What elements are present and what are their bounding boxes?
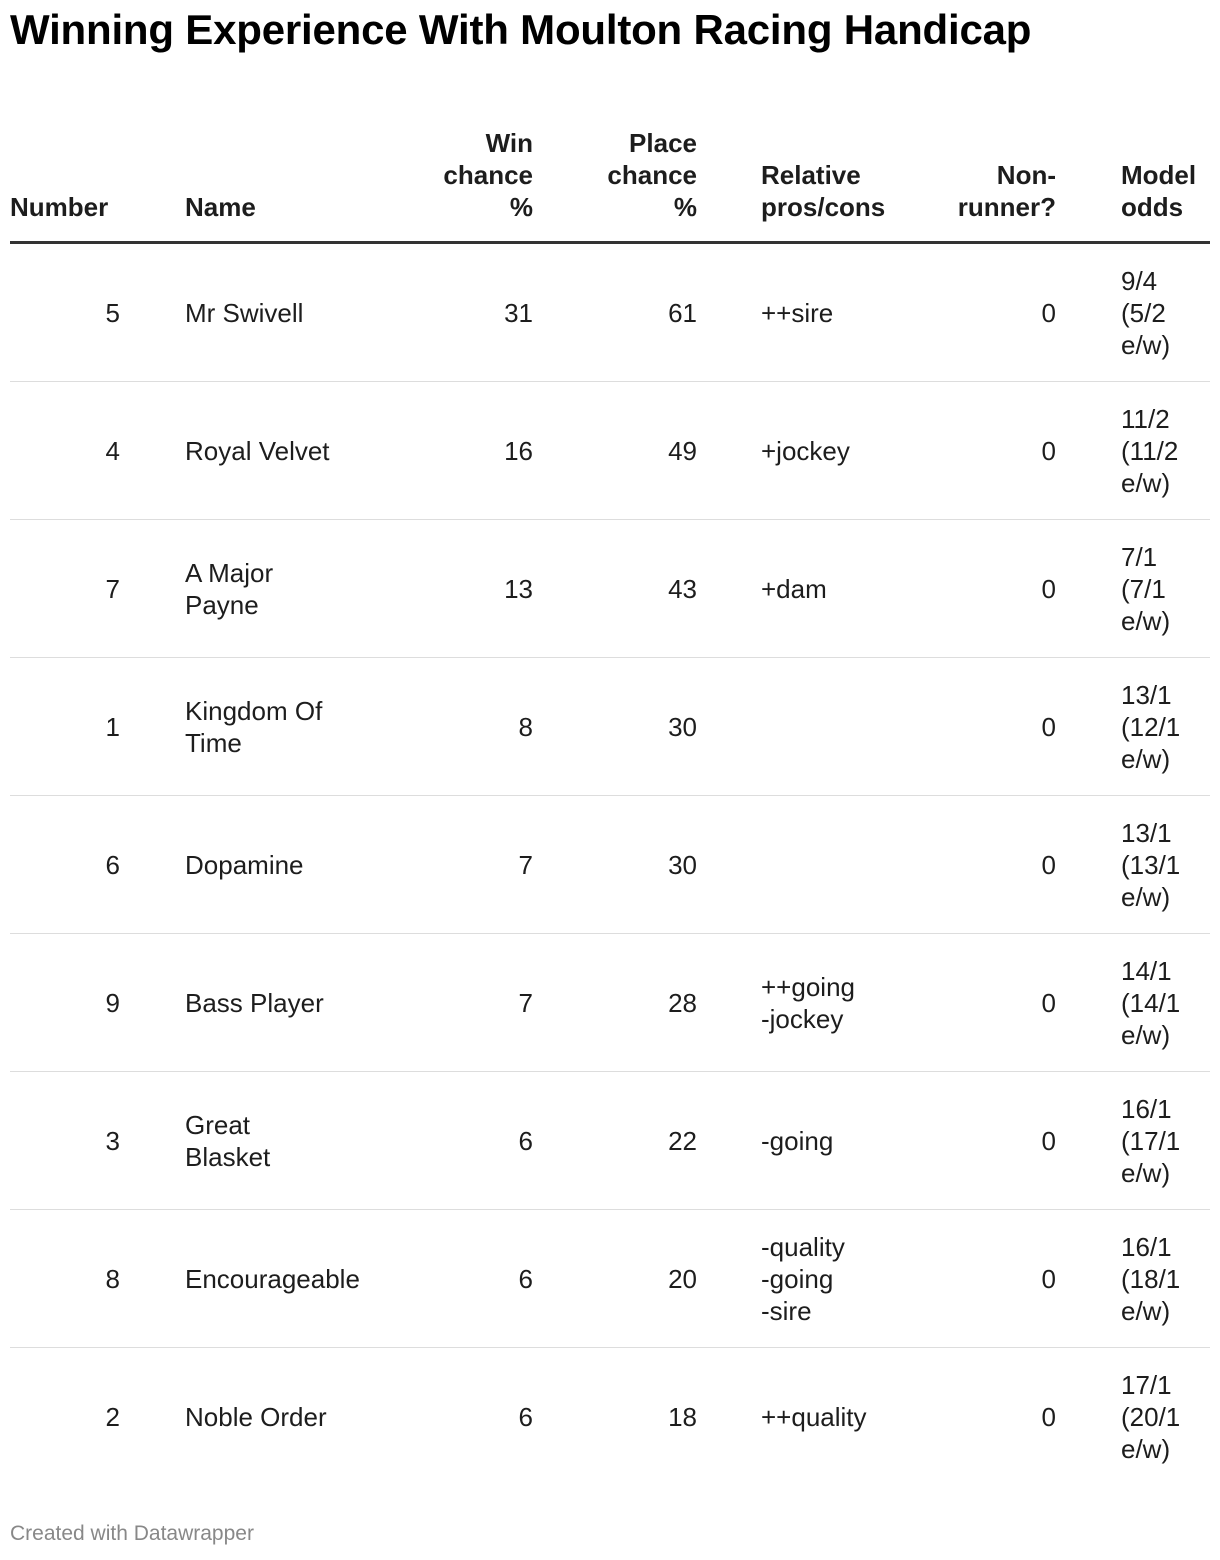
odds-line: e/w) — [1121, 467, 1171, 498]
cell-non-runner: 0 — [909, 520, 1056, 658]
header-line: pros/cons — [761, 192, 886, 222]
cell-place-chance: 30 — [533, 796, 697, 934]
odds-line: e/w) — [1121, 1019, 1171, 1050]
cell-number: 3 — [10, 1072, 120, 1210]
cell-pros-cons — [697, 520, 909, 658]
odds-line: 16/1 — [1121, 1093, 1172, 1124]
cell-win-chance: 31 — [395, 243, 533, 382]
cell-number: 9 — [10, 934, 120, 1072]
cell-model-odds — [1056, 1348, 1210, 1476]
header-line: chance — [443, 160, 533, 190]
cell-non-runner: 0 — [909, 1210, 1056, 1348]
cell-place-chance: 22 — [533, 1072, 697, 1210]
odds-line: 13/1 — [1121, 679, 1172, 710]
chart-title: Winning Experience With Moulton Racing Handicap — [10, 6, 1032, 53]
header-line: Win — [485, 128, 533, 158]
cell-pros-cons — [697, 1072, 909, 1210]
cell-name: Noble Order — [185, 1401, 327, 1432]
cell-model-odds — [1056, 796, 1210, 934]
cell-win-chance: 16 — [395, 382, 533, 520]
header-line: runner? — [957, 192, 1056, 222]
cell-model-odds — [1056, 382, 1210, 520]
odds-line: e/w) — [1121, 743, 1171, 774]
cell-number: 2 — [105, 1401, 120, 1432]
header-line: Relative — [761, 160, 861, 190]
cell-pros-cons — [697, 243, 909, 382]
cell-number: 1 — [10, 658, 120, 796]
cell-place-chance: 61 — [533, 243, 697, 382]
cell-model-odds — [1056, 520, 1210, 658]
odds-line: (11/2 — [1121, 435, 1179, 466]
table-row — [10, 382, 1210, 520]
cell-place-chance: 20 — [533, 1210, 697, 1348]
cell-pros-cons — [697, 796, 909, 934]
header-line: % — [509, 192, 533, 222]
header-name[interactable] — [120, 105, 395, 243]
cell-pros-cons — [697, 1210, 909, 1348]
cell-win-chance: 6 — [395, 1210, 533, 1348]
table-row — [10, 1210, 1210, 1348]
table-row — [10, 1348, 1210, 1476]
pros-cons-item: ++going — [761, 971, 855, 1002]
header-line: Model — [1121, 160, 1197, 190]
cell-number: 7 — [10, 520, 120, 658]
header-line: Non- — [996, 160, 1056, 190]
odds-line: (14/1 — [1121, 987, 1181, 1018]
cell-number: 8 — [10, 1210, 120, 1348]
datawrapper-credit[interactable]: Created with Datawrapper — [10, 1522, 254, 1545]
cell-place-chance: 43 — [533, 520, 697, 658]
pros-cons-item: -going — [761, 1263, 834, 1294]
cell-win-chance: 6 — [518, 1401, 533, 1432]
cell-win-chance: 8 — [395, 658, 533, 796]
table-row — [10, 934, 1210, 1072]
odds-table — [10, 105, 1210, 1475]
header-line: Number — [10, 192, 109, 222]
cell-win-chance: 13 — [395, 520, 533, 658]
cell-number: 5 — [10, 243, 120, 382]
header-line: % — [673, 192, 697, 222]
odds-line: e/w) — [1121, 881, 1171, 912]
odds-line: e/w) — [1121, 329, 1171, 360]
cell-name: Dopamine — [120, 796, 395, 934]
pros-cons-item: -sire — [761, 1295, 812, 1326]
header-line: odds — [1121, 192, 1184, 222]
cell-name: Kingdom Of Time — [120, 658, 395, 796]
header-line: chance — [607, 160, 697, 190]
odds-line: (5/2 — [1121, 297, 1166, 328]
header-number[interactable] — [10, 105, 120, 243]
cell-model-odds — [1056, 1072, 1210, 1210]
pros-cons-item: ++quality — [761, 1401, 867, 1432]
cell-number: 4 — [10, 382, 120, 520]
cell-name: Mr Swivell — [120, 243, 395, 382]
cell-win-chance: 7 — [395, 934, 533, 1072]
table-row — [10, 658, 1210, 796]
pros-cons-item: +dam — [761, 573, 827, 604]
odds-line: (20/1 — [1121, 1401, 1181, 1432]
odds-line: e/w) — [1121, 605, 1171, 636]
table-row — [10, 520, 1210, 658]
pros-cons-item: -quality — [761, 1231, 845, 1262]
cell-pros-cons — [697, 382, 909, 520]
cell-model-odds — [1056, 658, 1210, 796]
cell-place-chance: 18 — [668, 1401, 697, 1432]
cell-non-runner: 0 — [909, 658, 1056, 796]
odds-line: (17/1 — [1121, 1125, 1181, 1156]
odds-line: (7/1 — [1121, 573, 1166, 604]
table-row — [10, 243, 1210, 382]
cell-non-runner: 0 — [909, 1072, 1056, 1210]
pros-cons-item: -going — [761, 1125, 834, 1156]
cell-non-runner: 0 — [1041, 1401, 1056, 1432]
odds-line: 9/4 — [1121, 265, 1158, 296]
header-non-runner[interactable] — [909, 105, 1056, 243]
cell-non-runner: 0 — [909, 382, 1056, 520]
odds-line: e/w) — [1121, 1157, 1171, 1188]
table-body — [10, 243, 1210, 1476]
cell-number: 6 — [10, 796, 120, 934]
header-place-chance[interactable] — [533, 105, 697, 243]
header-line: Name — [185, 192, 256, 222]
odds-line: 16/1 — [1121, 1231, 1172, 1262]
pros-cons-item: -jockey — [761, 1003, 844, 1034]
header-row — [10, 105, 1210, 243]
odds-line: (18/1 — [1121, 1263, 1181, 1294]
cell-non-runner: 0 — [909, 934, 1056, 1072]
cell-pros-cons — [697, 934, 909, 1072]
cell-model-odds — [1056, 1210, 1210, 1348]
header-win-chance[interactable] — [395, 105, 533, 243]
odds-line: 7/1 — [1121, 541, 1158, 572]
cell-name: Great Blasket — [120, 1072, 395, 1210]
cell-non-runner: 0 — [909, 243, 1056, 382]
table-row — [10, 796, 1210, 934]
cell-name: A Major Payne — [120, 520, 395, 658]
cell-name: Royal Velvet — [120, 382, 395, 520]
header-line: Place — [629, 128, 697, 158]
odds-line: e/w) — [1121, 1295, 1171, 1326]
cell-place-chance: 30 — [533, 658, 697, 796]
table-row — [10, 1072, 1210, 1210]
cell-pros-cons — [697, 658, 909, 796]
pros-cons-item: ++sire — [761, 297, 834, 328]
odds-line: e/w) — [1121, 1433, 1171, 1464]
odds-line: 17/1 — [1121, 1369, 1172, 1400]
odds-line: 11/2 — [1121, 403, 1170, 434]
header-pros-cons[interactable] — [697, 105, 909, 243]
odds-line: (12/1 — [1121, 711, 1181, 742]
odds-line: (13/1 — [1121, 849, 1181, 880]
cell-name: Bass Player — [120, 934, 395, 1072]
cell-model-odds — [1056, 934, 1210, 1072]
cell-pros-cons — [697, 1348, 909, 1476]
cell-non-runner: 0 — [909, 796, 1056, 934]
header-model-odds[interactable] — [1056, 105, 1210, 243]
odds-line: 13/1 — [1121, 817, 1172, 848]
cell-model-odds — [1056, 243, 1210, 382]
odds-line: 14/1 — [1121, 955, 1172, 986]
cell-win-chance: 6 — [395, 1072, 533, 1210]
cell-win-chance: 7 — [395, 796, 533, 934]
cell-place-chance: 28 — [533, 934, 697, 1072]
cell-place-chance: 49 — [533, 382, 697, 520]
odds-table-container[interactable] — [10, 105, 1210, 1475]
pros-cons-item: +jockey — [761, 435, 850, 466]
cell-name: Encourageable — [120, 1210, 395, 1348]
